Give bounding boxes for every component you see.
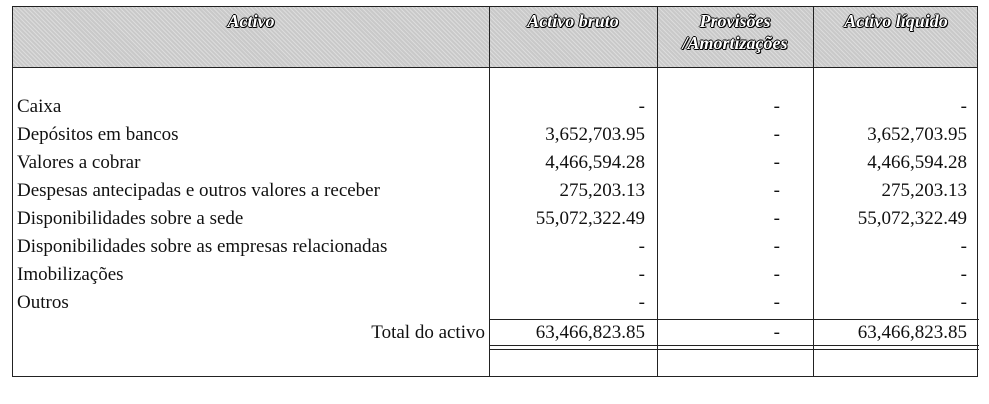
row-activo-liquido: 4,466,594.28 [867,152,967,173]
total-provisoes: - [773,322,780,343]
row-activo-bruto: - [638,236,645,257]
row-activo-bruto: - [638,96,645,117]
row-label: Outros [17,292,69,313]
row-provisoes: - [773,180,780,201]
row-activo-liquido: 275,203.13 [881,180,967,201]
total-double-rule [657,345,813,350]
row-activo-bruto: 3,652,703.95 [545,124,645,145]
header-activo [13,7,489,67]
total-row [13,319,977,347]
total-double-rule [813,345,979,350]
row-activo-liquido: 3,652,703.95 [867,124,967,145]
row-label: Imobilizações [17,264,124,285]
row-label: Despesas antecipadas e outros valores a receber [17,180,380,201]
row-label: Depósitos em bancos [17,124,179,145]
table-row [13,289,977,317]
row-label: Caixa [17,96,62,117]
header-provisoes-line1: Provisões [699,11,771,31]
row-activo-bruto: 275,203.13 [559,180,645,201]
row-provisoes: - [773,292,780,313]
table-row [13,93,977,121]
row-activo-liquido: 55,072,322.49 [857,208,967,229]
header-activo-liquido [813,7,979,67]
row-provisoes: - [773,208,780,229]
row-label: Disponibilidades sobre a sede [17,208,244,229]
row-activo-bruto: - [638,264,645,285]
balance-sheet-table [12,6,978,377]
table-row [13,177,977,205]
total-label: Total do activo [371,322,485,343]
row-activo-bruto: 4,466,594.28 [545,152,645,173]
header-activo-bruto-label: Activo bruto [527,11,619,31]
table-row [13,205,977,233]
table-row [13,149,977,177]
table-row [13,121,977,149]
header-provisoes-line2: /Amortizações [682,33,788,53]
table-row [13,233,977,261]
total-activo-liquido: 63,466,823.85 [857,322,967,343]
row-label: Valores a cobrar [17,152,141,173]
header-activo-liquido-label: Activo líquido [844,11,948,31]
row-activo-liquido: - [960,236,967,257]
row-provisoes: - [773,264,780,285]
table-row [13,261,977,289]
table-header [13,7,977,68]
row-activo-liquido: - [960,292,967,313]
row-activo-bruto: - [638,292,645,313]
row-provisoes: - [773,236,780,257]
row-provisoes: - [773,96,780,117]
row-activo-liquido: - [960,96,967,117]
row-activo-liquido: - [960,264,967,285]
total-activo-bruto: 63,466,823.85 [535,322,645,343]
row-activo-bruto: 55,072,322.49 [535,208,645,229]
header-activo-label: Activo [227,11,275,31]
header-provisoes [657,7,813,67]
total-double-rule [489,345,657,350]
row-label: Disponibilidades sobre as empresas relacionadas [17,236,388,257]
header-activo-bruto [489,7,657,67]
row-provisoes: - [773,152,780,173]
row-provisoes: - [773,124,780,145]
